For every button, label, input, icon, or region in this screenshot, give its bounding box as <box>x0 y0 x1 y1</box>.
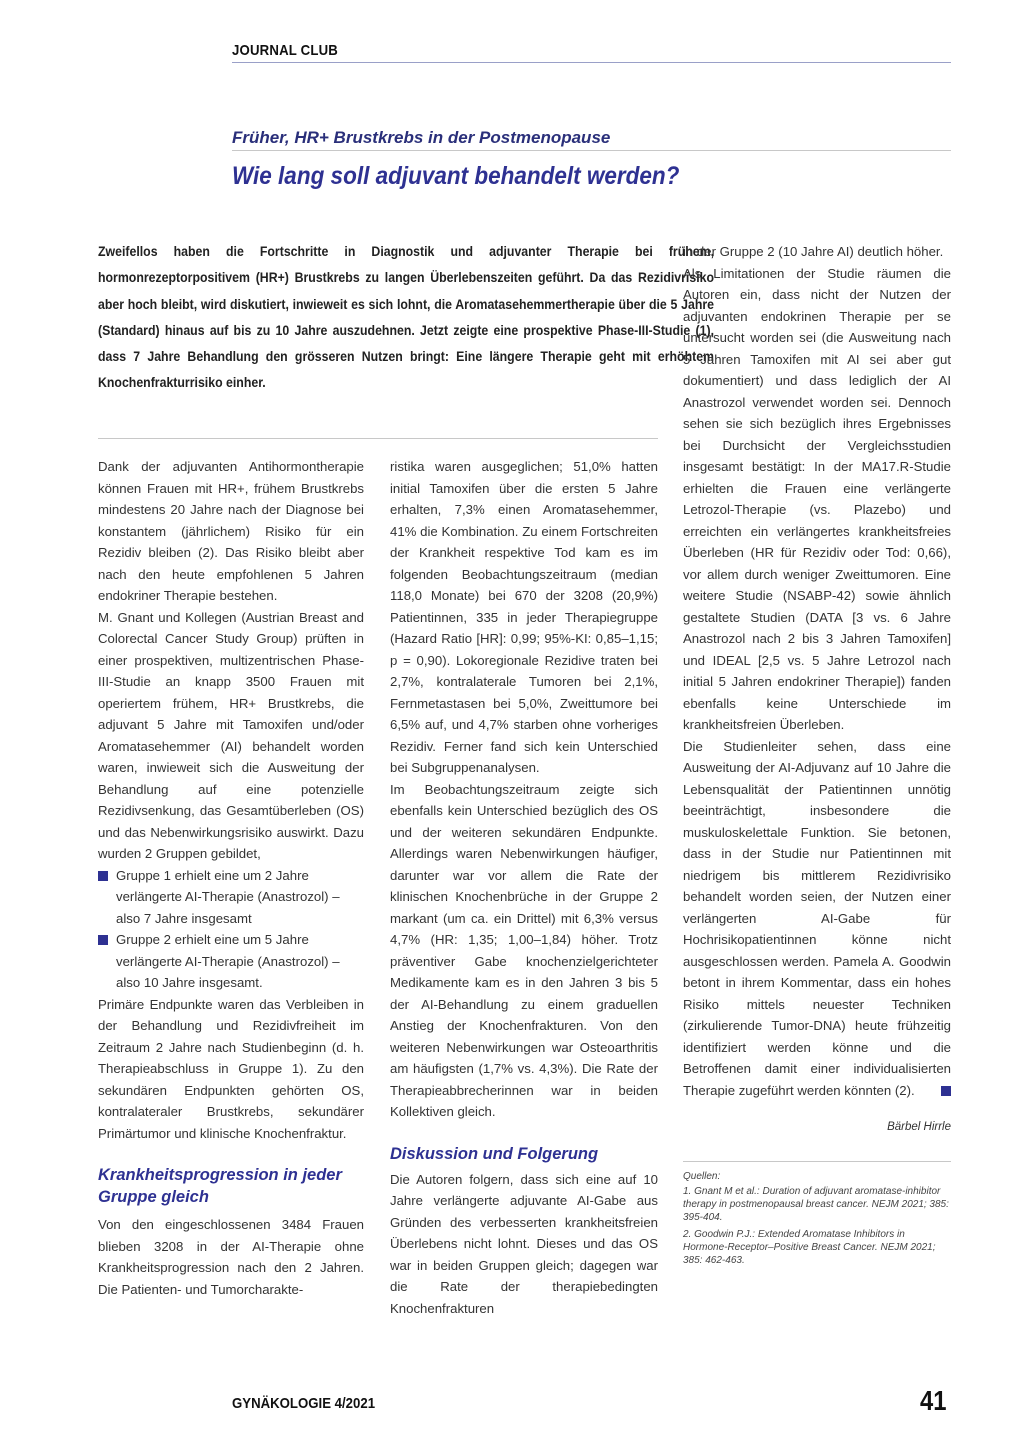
section-heading: Krankheitsprogression in jeder Gruppe gleich <box>98 1166 342 1206</box>
column-3 <box>683 241 951 1267</box>
list-item-text: Gruppe 2 erhielt eine um 5 Jahre verlängerte AI-Therapie (Anastrozol) – also 10 Jahre insgesamt. <box>116 932 340 990</box>
bullet-square-icon <box>98 871 108 881</box>
reference-item: 1. Gnant M et al.: Duration of adjuvant aromatase-inhibitor therapy in postmenopausal breast cancer. NEJM 2021; 385: 395-404. <box>683 1185 949 1223</box>
title-rule <box>232 150 951 151</box>
body-paragraph: Von den eingeschlossenen 3484 Frauen blieben 3208 in der AI-Therapie ohne Krankheitsprogression nach den 2 Jahren. Die Patienten- und Tumorcharakte- <box>98 1217 364 1297</box>
end-mark-icon <box>941 1086 951 1096</box>
column-1 <box>98 456 364 1300</box>
article-kicker: Früher, HR+ Brustkrebs in der Postmenopause <box>232 128 611 147</box>
header-rule <box>232 62 951 63</box>
article-headline: Wie lang soll adjuvant behandelt werden? <box>232 162 680 190</box>
lead-paragraph <box>98 238 714 396</box>
body-paragraph <box>683 736 951 1102</box>
column-2 <box>390 456 658 1319</box>
body-paragraph: Als Limitationen der Studie räumen die Autoren ein, dass nicht der Nutzen der adjuvanten endokrinen Therapie per se untersucht worden sei (die Ausweitung nach 5 Jahren Tamoxifen mit AI sei aber gut dokumentiert) und dass lediglich der AI Anastrozol verwendet worden sei. Dennoch sehen sie sich bezüglich ihres Ergebnisses bei Durchsicht der Vergleichsstudien insgesamt bestätigt: In der MA17.R-Studie erhielten die Frauen eine verlängerte Letrozol-Therapie (vs. Plazebo) und erreichten ein verlängertes krankheitsfreies Überleben (HR für Rezidiv oder Tod: 0,66), vor allem durch weniger Zweittumoren. Eine weitere Studie (NSABP-42) sowie ähnlich gestaltete Studien (DATA [3 vs. 6 Jahre Anastrozol nach 2 bis 3 Jahren Tamoxifen] und IDEAL [2,5 vs. 5 Jahre Letrozol nach initial 5 Jahren endokriner Therapie]) fanden ebenfalls keine Unterschiede im krankheitsfreien Überleben. <box>683 265 951 732</box>
reference-item: 2. Goodwin P.J.: Extended Aromatase Inhibitors in Hormone-Receptor–Positive Breast Cancer. NEJM 2021; 385: 462-463. <box>683 1228 936 1266</box>
references-label: Quellen: <box>683 1170 721 1182</box>
journal-issue: GYNÄKOLOGIE 4/2021 <box>232 1395 376 1412</box>
body-paragraph: ristika waren ausgeglichen; 51,0% hatten initial Tamoxifen über die ersten 5 Jahre erhalten, 7,3% einen Aromatasehemmer, 41% die Kombination. Zu einem Fortschreiten der Krankheit respektive Tod kam es im folgenden Beobachtungszeitraum (median 118,0 Monate) bei 670 der 3208 (20,9%) Patientinnen, 335 in jeder Therapiegruppe (Hazard Ratio [HR]: 0,99; 95%-KI: 0,85–1,15; p = 0,90). Lokoregionale Rezidive traten bei 2,7%, kontralaterale Tumoren bei 2,1%, Fernmetastasen bei 5,0%, Zweittumore bei 6,5% auf, und 4,7% starben ohne vorheriges Rezidiv. Ferner fand sich kein Unterschied bei Subgruppenanalysen. <box>390 459 658 775</box>
list-item-text: Gruppe 1 erhielt eine um 2 Jahre verlängerte AI-Therapie (Anastrozol) – also 7 Jahre insgesamt <box>116 867 340 926</box>
body-paragraph: in der Gruppe 2 (10 Jahre AI) deutlich höher. <box>683 244 944 259</box>
references <box>683 1170 951 1267</box>
body-paragraph: Dank der adjuvanten Antihormontherapie können Frauen mit HR+, frühem Brustkrebs mindestens 20 Jahre nach der Diagnose bei konstantem (jährlichem) Risiko für ein Rezidiv bleiben (2). Das Risiko bleibt aber nach den heute empfohlenen 5 Jahren endokriner Therapie bestehen. <box>98 459 364 603</box>
body-paragraph: M. Gnant und Kollegen (Austrian Breast and Colorectal Cancer Study Group) prüften in einer prospektiven, multizentrischen Phase-III-Studie an knapp 3500 Frauen mit operiertem frühem, HR+ Brustkrebs, die adjuvant 5 Jahre mit Tamoxifen und/oder Aromatasehemmer (AI) behandelt worden waren, inwieweit sich die Ausweitung der Behandlung auf eine potenzielle Rezidivsenkung, das Gesamtüberleben (OS) und das Nebenwirkungsrisiko auswirkt. Dazu wurden 2 Gruppen gebildet, <box>98 609 364 861</box>
body-paragraph: Im Beobachtungszeitraum zeigte sich ebenfalls kein Unterschied bezüglich des OS und der weiteren sekundären Endpunkte. Allerdings waren Nebenwirkungen häufiger, darunter war vor allem die Rate der klinischen Knochenbrüche in der Gruppe 2 markant (um ca. ein Drittel) mit 6,3% versus 4,7% (HR: 1,35; 1,00–1,84) höher. Trotz präventiver Gabe knochenzielgerichteter Medikamente kam es in den Jahren 3 bis 5 der AI-Behandlung zu einem graduellen Anstieg der Knochenfrakturen. Von den weiteren Nebenwirkungen war Osteoarthritis am häufigsten (1,7% vs. 4,3%). Die Rate der Therapieabbrecherinnen war in beiden Kollektiven gleich. <box>390 781 658 1119</box>
body-paragraph: Die Autoren folgern, dass sich eine auf 10 Jahre verlängerte adjuvante AI-Gabe aus Gründen des verbesserten krankheitsfreien Überlebens nicht lohnt. Dieses und das OS war in beiden Gruppen gleich; dagegen war die Rate der therapiebedingten Knochenfrakturen <box>390 1171 658 1316</box>
section-label: JOURNAL CLUB <box>232 42 339 59</box>
list-item <box>98 929 364 994</box>
body-paragraph: Primäre Endpunkte waren das Verbleiben in der Behandlung und Rezidivfreiheit im Zeitraum 2 Jahre nach Studienbeginn (d. h. Therapieabschluss in Gruppe 1). Zu den sekundären Endpunkten gehörten OS, kontralateraler Brustkrebs, sekundärer Primärtumor und klinische Knochenfraktur. <box>98 996 364 1141</box>
section-heading: Diskussion und Folgerung <box>390 1144 599 1163</box>
lead-rule <box>98 438 658 439</box>
page-number: 41 <box>920 1385 947 1416</box>
author-name: Bärbel Hirrle <box>887 1121 951 1133</box>
lead-text: Zweifellos haben die Fortschritte in Diagnostik und adjuvanter Therapie bei frühem, hormonrezeptorpositivem (HR+) Brustkrebs zu langen Überlebenszeiten geführt. Da das Rezidivrisiko aber hoch bleibt, wird diskutiert, inwieweit es sich lohnt, die Aromatasehemmertherapie über die 5 Jahre (Standard) hinaus auf bis zu 10 Jahre auszudehnen. Jetzt zeigte eine prospektive Phase-III-Studie (1), dass 7 Jahre Behandlung den grösseren Nutzen bringt: Eine längere Therapie geht mit erhöhtem Knochenfrakturrisiko einher. <box>98 243 714 391</box>
bullet-square-icon <box>98 935 108 945</box>
group-list <box>98 865 364 994</box>
list-item <box>98 865 364 930</box>
refs-rule <box>683 1161 951 1162</box>
body-paragraph-text: Die Studienleiter sehen, dass eine Ausweitung der AI-Adjuvanz auf 10 Jahre die Lebensqualität der Patientinnen unnötig beeinträchtigt, insbesondere die muskuloskelettale Funktion. Sie betonen, dass in der Studie nur Patientinnen mit niedrigem bis mittlerem Rezidivrisiko behandelt worden seien, der Nutzen einer verlängerten AI-Gabe für Hochrisikopatientinnen könne nicht ausgeschlossen werden. Pamela A. Goodwin betont in ihrem Kommentar, dass ein hohes Risiko mittels neuester Techniken (zirkulierende Tumor-DNA) heute frühzeitig identifiziert werden könne und die Betroffenen damit einer individualisierten Therapie zugeführt werden könnten (2). <box>683 738 951 1098</box>
